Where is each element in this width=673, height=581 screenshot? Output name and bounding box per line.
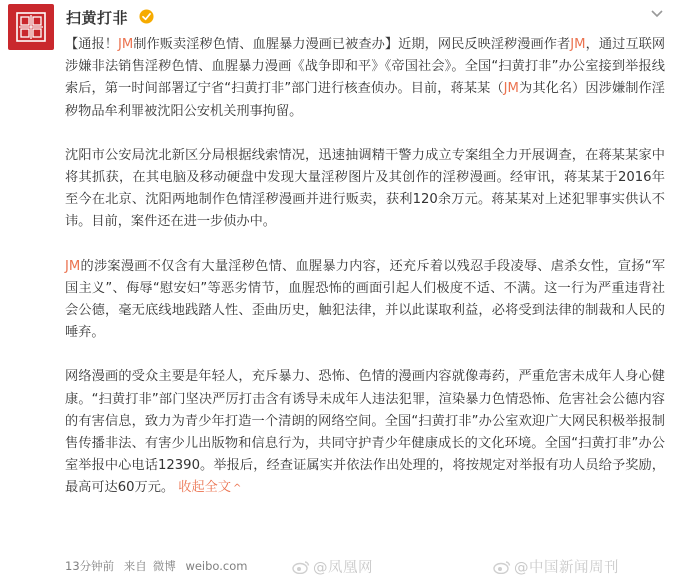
text-segment: 沈阳市公安局沈北新区分局根据线索情况，迅速抽调精干警力成立专案组全力开展调查，在蒋某某家中将其抓获，在其电脑及移动硬盘中发现大量淫秽图片及其创作的淫秽漫画。经审讯，蒋某某于2016年至今在北京、沈阳两地制作色情淫秽漫画并进行贩卖，获利120余万元。蒋某某对上述犯罪事实供认不讳。目前，案件还在进一步侦办中。 — [65, 147, 665, 230]
highlight-keyword[interactable]: JM — [117, 37, 134, 52]
chevron-up-icon: ^ — [233, 483, 242, 495]
text-segment: 【通报！ — [65, 37, 118, 52]
watermark-text: @中国新闻周刊 — [514, 560, 619, 576]
source-link[interactable]: 微博 — [152, 559, 176, 573]
watermark-text: @凤凰网 — [313, 560, 373, 576]
post-text — [65, 34, 665, 501]
source-url: weibo.com — [185, 559, 248, 573]
collapse-text-link[interactable] — [178, 480, 241, 495]
text-segment: 的涉案漫画不仅含有大量淫秽色情、血腥暴力内容，还充斥着以残忍手段凌辱、虐杀女性，宣扬“军国主义”、侮辱“慰安妇”等恶劣情节，血腥恐怖的画面引起人们极度不适、不满。这一行为严重违背社会公德，毫无底线地践踏人性、歪曲历史，触犯法律，并以此谋取利益，必将受到法律的制裁和人民的唾弃。 — [65, 258, 665, 341]
source-prefix: 来自 — [123, 559, 147, 573]
text-segment: ，通过互联网涉嫌非法销售淫秽色情、血腥暴力漫画《战争即和平》《帝国社会》。全国“扫黄打非”办公室接到举报线索后，第一时间部署辽宁省“扫黄打非”部门进行核查侦办。目前，蒋某某（ — [65, 37, 666, 97]
post-footer — [65, 558, 253, 574]
post-paragraph — [65, 366, 665, 500]
verified-badge-icon — [139, 9, 154, 24]
account-name[interactable]: 扫黄打非 — [66, 9, 129, 27]
post-paragraph — [65, 34, 665, 123]
highlight-keyword[interactable]: JM — [65, 258, 81, 274]
watermark-ifeng — [292, 556, 373, 577]
text-segment: 网络漫画的受众主要是年轻人，充斥暴力、恐怖、色情的漫画内容就像毒药，严重危害未成年人身心健康。“扫黄打非”部门坚决严厉打击含有诱导未成年人违法犯罪，渲染暴力色情恐怖、危害社会公德内容的有害信息，致力为青少年打造一个清朗的网络空间。全国“扫黄打非”办公室欢迎广大网民积极举报制售传播非法、有害少儿出版物和信息行为，共同守护青少年健康成长的文化环境。全国“扫黄打非”办公室举报中心电话12390。举报后，经查证属实并依法作出处理的，将按规定对举报有功人员给予奖励，最高可达60万元。 — [65, 369, 665, 496]
watermark-newsweek — [493, 556, 619, 577]
weibo-logo-icon — [493, 560, 511, 574]
post-paragraph — [65, 256, 665, 345]
collapse-label: 收起全文 — [178, 480, 232, 496]
post-paragraph — [65, 145, 665, 234]
highlight-keyword[interactable]: JM — [570, 37, 586, 52]
seal-logo-icon — [15, 11, 47, 43]
weibo-logo-icon — [292, 560, 310, 574]
post-time[interactable]: 13分钟前 — [65, 559, 115, 573]
chevron-down-icon[interactable] — [651, 10, 663, 18]
highlight-keyword[interactable]: JM — [503, 81, 519, 97]
text-segment: 制作贩卖淫秽色情、血腥暴力漫画已被查办】近期，网民反映淫秽漫画作者 — [133, 37, 571, 52]
avatar[interactable] — [8, 4, 54, 50]
text-segment: 为其化名）因涉嫌制作淫秽物品牟利罪被沈阳公安机关刑事拘留。 — [65, 81, 665, 119]
